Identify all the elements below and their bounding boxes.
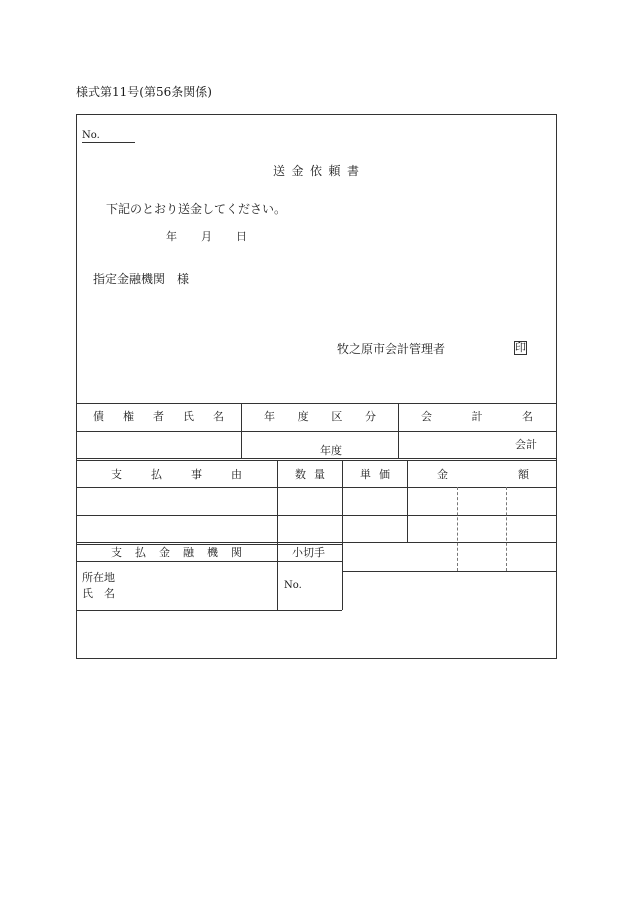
- heading-char: 金: [159, 546, 170, 559]
- heading-char: 由: [231, 468, 242, 481]
- heading-char: 事: [191, 468, 202, 481]
- line: [76, 561, 342, 562]
- line: [76, 458, 557, 459]
- line: [342, 460, 343, 542]
- heading-char: 支: [111, 468, 122, 481]
- line: [407, 460, 408, 542]
- amount-divider: [457, 487, 458, 571]
- body-text: 下記のとおり送金してください。: [106, 202, 287, 216]
- heading-char: 計: [471, 410, 483, 423]
- line: [76, 610, 342, 611]
- line: [76, 542, 557, 543]
- check-no-label: No.: [284, 580, 302, 591]
- heading-char: 払: [135, 546, 146, 559]
- fiscal-year-header: [264, 411, 376, 422]
- fiscal-year-value: 年度: [320, 444, 342, 457]
- heading-char: 名: [522, 410, 533, 423]
- heading-char: 払: [151, 468, 162, 481]
- account-name-header: [421, 411, 533, 422]
- seal-mark: 印: [515, 341, 526, 354]
- form-frame: [76, 114, 557, 659]
- heading-char: 支: [111, 546, 122, 559]
- line: [342, 542, 343, 610]
- line: [76, 515, 557, 516]
- date-day: 日: [236, 230, 247, 243]
- line: [277, 542, 278, 610]
- payment-reason-header: [111, 469, 242, 480]
- heading-char: 会: [421, 410, 432, 423]
- creditor-name-header: [93, 411, 224, 422]
- heading-char: 金: [291, 164, 304, 178]
- heading-char: 度: [297, 410, 309, 423]
- heading-char: 頼: [328, 164, 341, 178]
- heading-char: 依: [309, 164, 322, 178]
- line: [76, 487, 557, 488]
- heading-char: 区: [331, 410, 343, 423]
- amount-divider: [506, 487, 507, 571]
- heading-char: 氏: [183, 410, 194, 423]
- heading-char: 金: [437, 468, 448, 481]
- payment-bank-header: [111, 547, 242, 558]
- heading-char: 数: [295, 468, 306, 481]
- heading-char: 送: [273, 164, 286, 178]
- heading-char: 価: [379, 468, 390, 481]
- address-label: 所在地: [82, 571, 115, 584]
- name-label: 氏 名: [82, 587, 115, 600]
- heading-char: 権: [123, 410, 134, 423]
- addressee: 指定金融機関 様: [93, 272, 190, 286]
- check-header: 小切手: [292, 546, 325, 559]
- heading-char: 年: [264, 410, 275, 423]
- date-month: 月: [201, 230, 212, 243]
- account-value: 会計: [515, 438, 537, 451]
- line: [241, 403, 242, 458]
- heading-char: 単: [360, 468, 371, 481]
- heading-char: 書: [346, 164, 359, 178]
- no-underline: [82, 142, 135, 143]
- heading-char: 名: [213, 410, 224, 423]
- heading-char: 額: [518, 468, 529, 481]
- unit-price-header: [360, 469, 390, 480]
- line: [76, 403, 557, 404]
- line: [277, 460, 278, 542]
- heading-char: 機: [207, 546, 218, 559]
- heading-char: 融: [183, 546, 194, 559]
- line: [76, 544, 342, 545]
- heading-char: 関: [231, 546, 242, 559]
- quantity-header: [295, 469, 325, 480]
- line: [76, 460, 557, 461]
- heading-char: 量: [314, 468, 325, 481]
- heading-char: 分: [364, 410, 376, 423]
- heading-char: 債: [93, 410, 104, 423]
- heading-char: 者: [153, 410, 164, 423]
- form-title: [273, 165, 359, 177]
- issuer: 牧之原市会計管理者: [337, 342, 446, 356]
- form-number: 様式第11号(第56条関係): [76, 85, 212, 99]
- no-label: No.: [82, 130, 100, 141]
- line: [398, 403, 399, 458]
- date-year: 年: [166, 230, 177, 243]
- amount-header: [437, 469, 529, 480]
- line: [76, 431, 557, 432]
- line: [342, 571, 557, 572]
